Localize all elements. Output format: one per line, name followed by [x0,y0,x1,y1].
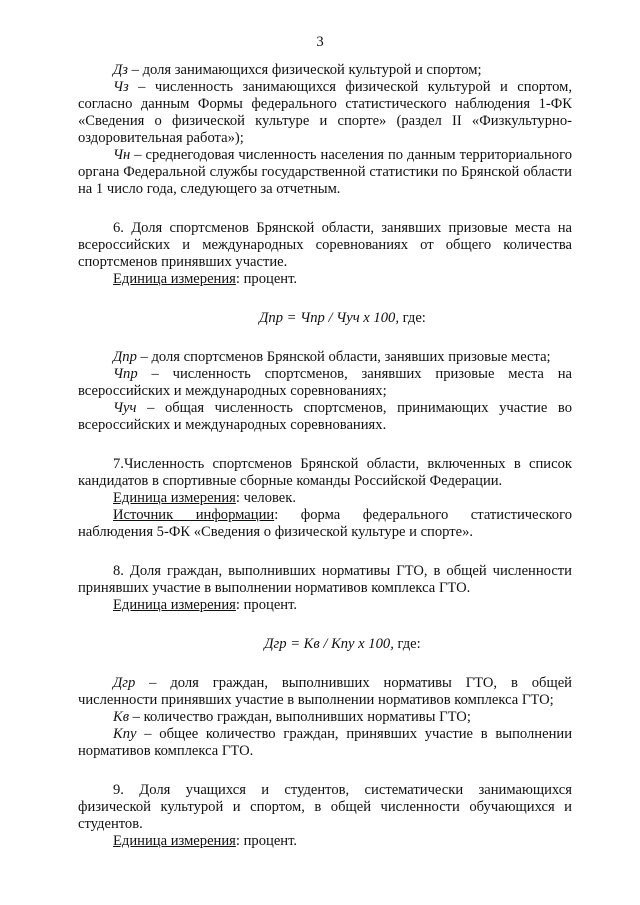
item-9-unit: Единица измерения: процент. [113,833,298,849]
symbol-kpu: Кпу [113,726,137,742]
item-8-heading: 8. Доля граждан, выполнивших нормативы ГТО, в общей численности принявших участие в выполнении нормативов комплекса ГТО. [78,563,572,596]
source-label: Источник информации [113,507,275,523]
symbol-kv: Кв [113,709,130,725]
unit-label: Единица измерения [113,597,236,613]
item-9-heading: 9. Доля учащихся и студентов, систематически занимающихся физической культурой и спортом, в общей численности обучающихся и студентов. [78,782,572,832]
symbol-chpr: Чпр [113,366,138,382]
definition-chuch: Чуч – общая численность спортсменов, принимающих участие во всероссийских и международных соревнованиях. [78,400,572,433]
definition-kv: Кв – количество граждан, выполнивших нормативы ГТО; [113,709,471,725]
item-7-heading: 7.Численность спортсменов Брянской области, включенных в список кандидатов в спортивные сборные команды Российской Федерации. [78,456,572,489]
symbol-chz: Чз [113,79,129,95]
unit-label: Единица измерения [113,490,236,506]
definition-dpr: Дпр – доля спортсменов Брянской области, занявших призовые места; [113,349,551,365]
item-6-unit: Единица измерения: процент. [113,271,298,287]
definition-chpr: Чпр – численность спортсменов, занявших призовые места на всероссийских и международных соревнованиях; [78,366,572,399]
definition-dz: Дз – доля занимающихся физической культурой и спортом; [113,62,482,78]
item-8-formula: Дгр = Кв / Кпу х 100, где: [264,636,421,652]
definition-chz: Чз – численность занимающихся физической культурой и спортом, согласно данным Формы федерального статистического наблюдения 1-ФК «Сведения о физической культуре и спорте» (раздел II «Физкультурно-оздоровительная работа»); [78,79,572,146]
symbol-chn: Чн [113,147,131,163]
page-number: 3 [316,34,324,50]
unit-label: Единица измерения [113,271,236,287]
item-7-unit: Единица измерения: человек. [113,490,297,506]
item-6-heading: 6. Доля спортсменов Брянской области, занявших призовые места на всероссийских и международных соревнованиях от общего количества спортсменов принявших участие. [78,220,572,270]
item-8-unit: Единица измерения: процент. [113,597,298,613]
symbol-dpr: Дпр [113,349,137,365]
item-6-formula: Дпр = Чпр / Чуч х 100, где: [259,310,426,326]
symbol-chuch: Чуч [113,400,137,416]
unit-label: Единица измерения [113,833,236,849]
symbol-dz: Дз [113,62,128,78]
document-body [78,62,572,850]
symbol-dgr: Дгр [113,675,136,691]
item-7-source: Источник информации: форма федерального статистического наблюдения 5-ФК «Сведения о физической культуре и спорте». [78,507,572,540]
definition-kpu: Кпу – общее количество граждан, принявших участие в выполнении нормативов комплекса ГТО. [78,726,572,759]
definition-dgr: Дгр – доля граждан, выполнивших нормативы ГТО, в общей численности принявших участие в выполнении нормативов комплекса ГТО; [78,675,572,708]
definition-chn: Чн – среднегодовая численность населения по данным территориального органа Федеральной службы государственной статистики по Брянской области на 1 число года, следующего за отчетным. [78,147,572,197]
